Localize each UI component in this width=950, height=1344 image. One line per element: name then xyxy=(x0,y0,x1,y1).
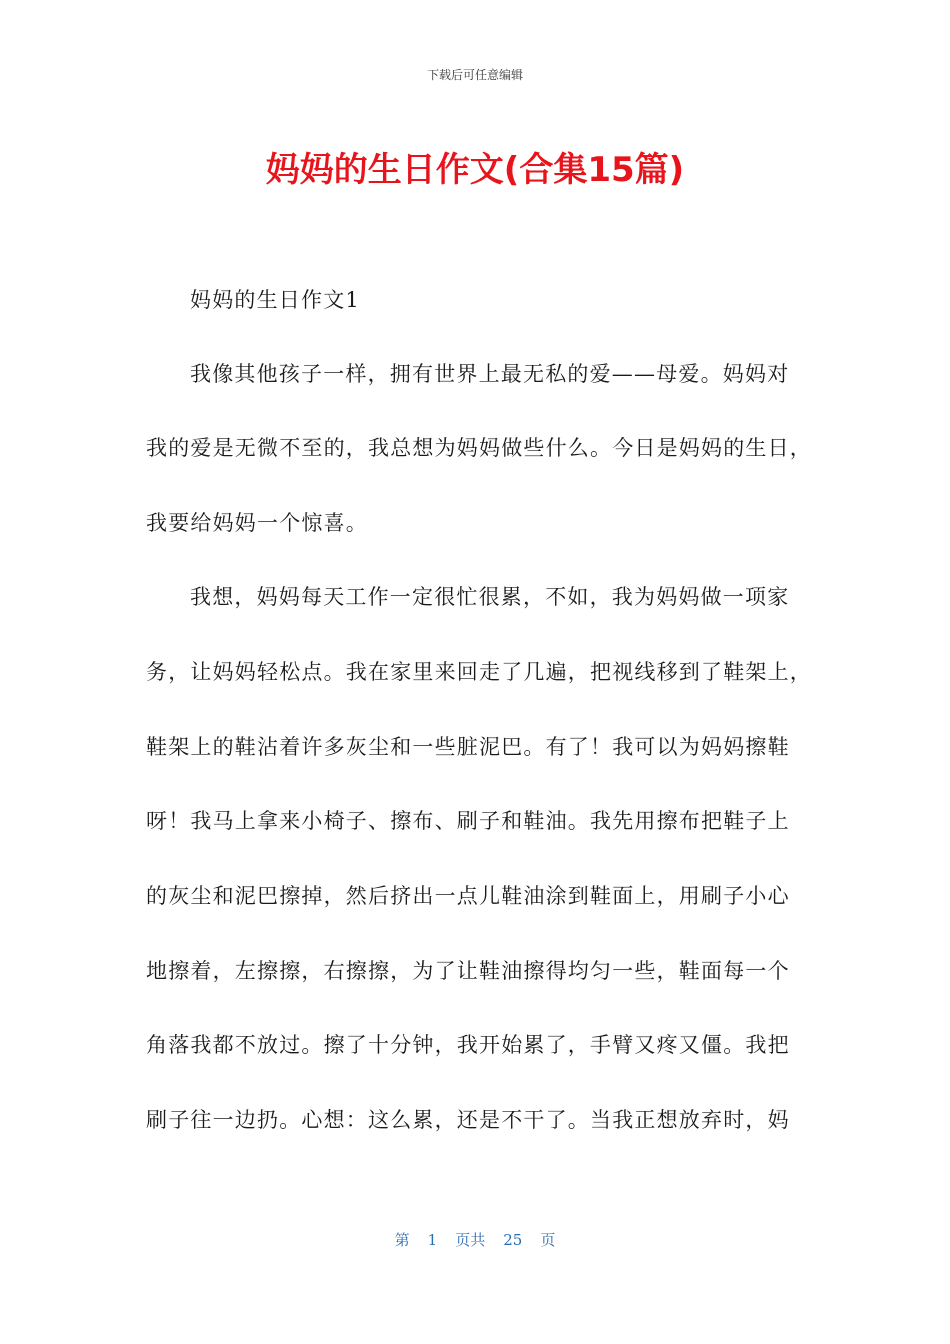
paragraph-line: 我像其他孩子一样，拥有世界上最无私的爱——母爱。妈妈对 xyxy=(190,362,790,386)
total-pages: 25 xyxy=(503,1231,523,1249)
footer-middle: 页共 xyxy=(455,1231,486,1249)
paragraph-line: 务，让妈妈轻松点。我在家里来回走了几遍，把视线移到了鞋架上， xyxy=(146,660,812,684)
paragraph-line: 鞋架上的鞋沾着许多灰尘和一些脏泥巴。有了！我可以为妈妈擦鞋 xyxy=(146,735,790,759)
page-number: 1 xyxy=(427,1231,438,1249)
footer-suffix: 页 xyxy=(540,1231,556,1249)
paragraph-line: 角落我都不放过。擦了十分钟，我开始累了，手臂又疼又僵。我把 xyxy=(146,1033,790,1057)
section-heading: 妈妈的生日作文1 xyxy=(190,288,360,312)
paragraph-line: 地擦着，左擦擦，右擦擦，为了让鞋油擦得均匀一些，鞋面每一个 xyxy=(146,959,790,983)
paragraph-line: 我的爱是无微不至的，我总想为妈妈做些什么。今日是妈妈的生日， xyxy=(146,436,812,460)
header-note: 下载后可任意编辑 xyxy=(426,68,523,82)
document-title: 妈妈的生日作文(合集15篇) xyxy=(265,150,685,190)
page-footer xyxy=(0,1229,950,1250)
paragraph-line: 的灰尘和泥巴擦掉，然后挤出一点儿鞋油涂到鞋面上，用刷子小心 xyxy=(146,884,790,908)
paragraph-line: 我要给妈妈一个惊喜。 xyxy=(146,511,368,535)
footer-prefix: 第 xyxy=(394,1231,410,1249)
paragraph-line: 刷子往一边扔。心想：这么累，还是不干了。当我正想放弃时，妈 xyxy=(146,1108,790,1132)
paragraph-line: 我想，妈妈每天工作一定很忙很累，不如，我为妈妈做一项家 xyxy=(190,585,790,609)
paragraph-line: 呀！我马上拿来小椅子、擦布、刷子和鞋油。我先用擦布把鞋子上 xyxy=(146,809,790,833)
